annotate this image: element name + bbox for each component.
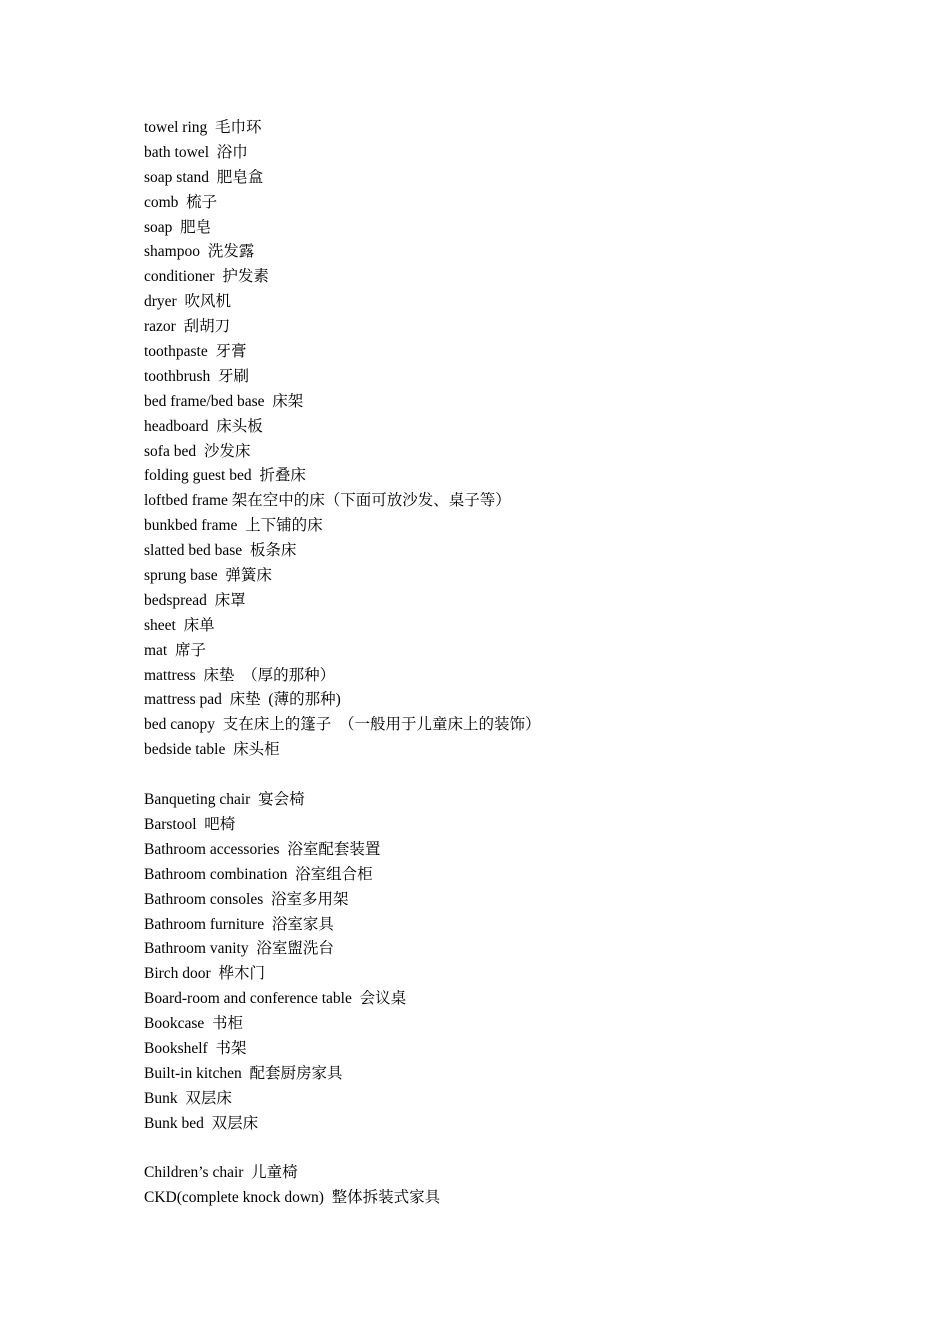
vocabulary-entry: Bathroom combination 浴室组合柜 bbox=[144, 865, 373, 883]
blank-line bbox=[144, 763, 904, 788]
vocabulary-entry: bunkbed frame 上下铺的床 bbox=[144, 517, 323, 535]
vocabulary-entry: razor 刮胡刀 bbox=[144, 318, 231, 336]
vocabulary-entry: towel ring 毛巾环 bbox=[144, 119, 262, 136]
vocabulary-entry: Children’s chair 儿童椅 bbox=[144, 1164, 298, 1182]
vocabulary-entry: mattress pad 床垫 (薄的那种) bbox=[144, 691, 341, 709]
vocabulary-entry: slatted bed base 板条床 bbox=[144, 542, 297, 560]
vocabulary-entry: loftbed frame 架在空中的床（下面可放沙发、桌子等） bbox=[144, 492, 511, 510]
vocabulary-entry: bath towel 浴巾 bbox=[144, 143, 248, 161]
vocabulary-list bbox=[144, 116, 904, 1211]
vocabulary-entry: Bunk bed 双层床 bbox=[144, 1114, 259, 1132]
vocabulary-entry: soap stand 肥皂盒 bbox=[144, 168, 264, 186]
vocabulary-entry: Bathroom furniture 浴室家具 bbox=[144, 915, 334, 933]
vocabulary-entry: toothpaste 牙膏 bbox=[144, 343, 247, 361]
vocabulary-entry: bedspread 床罩 bbox=[144, 591, 246, 609]
vocabulary-entry: Bathroom consoles 浴室多用架 bbox=[144, 890, 349, 908]
vocabulary-entry: headboard 床头板 bbox=[144, 417, 263, 435]
blank-line bbox=[144, 1137, 904, 1162]
vocabulary-entry: sofa bed 沙发床 bbox=[144, 442, 251, 460]
vocabulary-entry: Board-room and conference table 会议桌 bbox=[144, 990, 407, 1008]
vocabulary-entry: Bathroom vanity 浴室盥洗台 bbox=[144, 940, 334, 958]
vocabulary-entry: Banqueting chair 宴会椅 bbox=[144, 791, 305, 809]
vocabulary-entry: CKD(complete knock down) 整体拆装式家具 bbox=[144, 1189, 441, 1207]
vocabulary-entry: mattress 床垫 （厚的那种） bbox=[144, 666, 336, 684]
vocabulary-entry: folding guest bed 折叠床 bbox=[144, 467, 306, 485]
vocabulary-entry: soap 肥皂 bbox=[144, 218, 212, 236]
vocabulary-entry: bed canopy 支在床上的篷子 （一般用于儿童床上的装饰） bbox=[144, 716, 541, 734]
vocabulary-entry: Built-in kitchen 配套厨房家具 bbox=[144, 1064, 343, 1082]
vocabulary-entry: bedside table 床头柜 bbox=[144, 741, 280, 759]
vocabulary-entry: Bathroom accessories 浴室配套装置 bbox=[144, 840, 381, 858]
vocabulary-entry: sprung base 弹簧床 bbox=[144, 567, 272, 585]
vocabulary-entry: Bookcase 书柜 bbox=[144, 1015, 244, 1033]
vocabulary-entry: bed frame/bed base 床架 bbox=[144, 392, 304, 410]
vocabulary-entry: sheet 床单 bbox=[144, 616, 215, 634]
vocabulary-entry: shampoo 洗发露 bbox=[144, 243, 255, 261]
vocabulary-entry: comb 梳子 bbox=[144, 193, 218, 211]
vocabulary-entry: Birch door 桦木门 bbox=[144, 965, 265, 983]
vocabulary-entry: Barstool 吧椅 bbox=[144, 815, 236, 833]
vocabulary-entry: conditioner 护发素 bbox=[144, 268, 269, 286]
vocabulary-entry: mat 席子 bbox=[144, 641, 206, 659]
vocabulary-entry: dryer 吹风机 bbox=[144, 293, 231, 311]
vocabulary-entry: toothbrush 牙刷 bbox=[144, 367, 250, 385]
vocabulary-entry: Bunk 双层床 bbox=[144, 1089, 232, 1107]
vocabulary-entry: Bookshelf 书架 bbox=[144, 1039, 247, 1057]
